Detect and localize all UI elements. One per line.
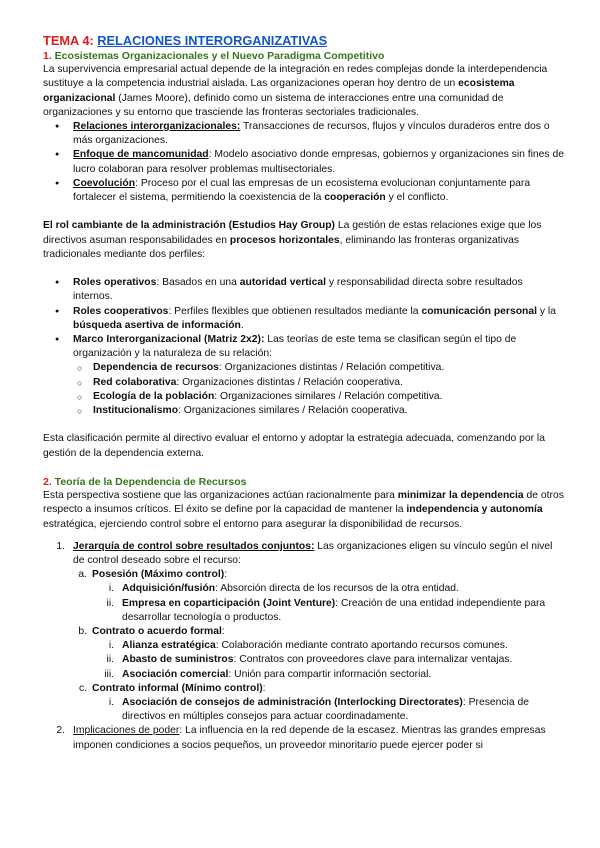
section-2-heading: 2. Teoría de la Dependencia de Recursos (43, 476, 247, 489)
list-item: ● Roles operativos: Basados en una autoridad vertical y responsabilidad directa sobre resultados internos. (43, 276, 565, 304)
roles-list (43, 276, 565, 418)
list-item: b. Contrato o acuerdo formal: (78, 626, 225, 638)
list-item: i. Adquisición/fusión: Absorción directa de los recursos de la otra entidad. (108, 583, 459, 595)
section-1-conclusion: Esta clasificación permite al directivo evaluar el entorno y adoptar la estrategia adecuada, comenzando por la gestión de la dependencia externa. (43, 433, 545, 459)
admin-role-paragraph: El rol cambiante de la administración (Estudios Hay Group) La gestión de estas relaciones exige que los directivos asuman responsabilidades en procesos horizontales, eliminando las fronteras organizativas tradicionales mediante dos perfiles: (43, 220, 542, 260)
document-title (43, 32, 565, 49)
list-item: a. Posesión (Máximo control): (78, 569, 228, 581)
list-item: 1. Jerarquía de control sobre resultados conjuntos: Las organizaciones eligen su vínculo según el nivel de control deseado sobre el recurso: (56, 540, 553, 567)
list-item: ii. Abasto de suministros: Contratos con proveedores clave para internalizar ventajas. (106, 654, 513, 666)
list-item: i. Alianza estratégica: Colaboración mediante contrato aportando recursos comunes. (108, 640, 508, 652)
section-2-intro: Esta perspectiva sostiene que las organizaciones actúan racionalmente para minimizar la dependencia de otros respecto a insumos críticos. El éxito se define por la capacidad de mantener la independencia y autonomía estratégica, ejerciendo control sobre el entorno para asegurar la disponibilidad de recursos. (43, 490, 564, 530)
control-hierarchy-list (43, 540, 565, 753)
list-item: ○ Institucionalismo: Organizaciones similares / Relación cooperativa. (43, 404, 565, 418)
section-1-intro: La supervivencia empresarial actual depende de la integración en redes complejas donde la interdependencia sustituye a la competencia industrial aislada. Las organizaciones operan hoy dentro de un ecosistema organizacional (James Moore), definido como un sistema de interacciones entre una comunidad de organizaciones y su entorno que trasciende las fronteras sectoriales tradicionales. (43, 64, 548, 118)
list-item: ○ Dependencia de recursos: Organizaciones distintas / Relación competitiva. (43, 361, 565, 375)
list-item: ● Enfoque de mancomunidad: Modelo asociativo donde empresas, gobiernos y organizaciones sin fines de lucro colaboran para resolver problemas multisectoriales. (43, 148, 565, 176)
list-item: iii. Asociación comercial: Unión para compartir información sectorial. (104, 668, 432, 680)
section-1-definitions-list (43, 120, 565, 205)
list-item: 2. Implicaciones de poder: La influencia en la red depende de la escasez. Mientras las grandes empresas imponen condiciones a socios pequeños, un proveedor minoritario puede ejercer poder si (56, 725, 546, 751)
title-prefix: TEMA 4: (43, 33, 98, 48)
list-item: ● Marco Interorganizacional (Matriz 2x2): Las teorías de este tema se clasifican según el tipo de organización y la naturaleza de su relación: ○ Dependencia de recursos: Organizaciones distintas / Relación competitiva. ○ Red colaborativa: Organizaciones distintas / Relación cooperativa. ○ Ecología de la población: Organizaciones similares / Relación competitiva. ○ Institucionalismo: Organizaciones similares / Relación cooperativa. (43, 333, 565, 418)
list-item: ● Relaciones interorganizacionales: Transacciones de recursos, flujos y vínculos duraderos entre dos o más organizaciones. (43, 120, 565, 148)
matrix-sublist (73, 361, 565, 418)
list-item: i. Asociación de consejos de administración (Interlocking Directorates): Presencia de directivos en múltiples consejos para actuar coordinadamente. (108, 697, 529, 723)
title-link[interactable]: RELACIONES INTERORGANIZATIVAS (97, 33, 328, 48)
section-1-heading: 1. Ecosistemas Organizacionales y el Nuevo Paradigma Competitivo (43, 50, 385, 62)
list-item: ● Roles cooperativos: Perfiles flexibles que obtienen resultados mediante la comunicación personal y la búsqueda asertiva de información. (43, 305, 565, 333)
document-page (43, 32, 565, 753)
list-item: ○ Red colaborativa: Organizaciones distintas / Relación cooperativa. (43, 376, 565, 390)
list-item: c. Contrato informal (Mínimo control): (78, 682, 266, 694)
list-item: ● Coevolución: Proceso por el cual las empresas de un ecosistema evolucionan conjuntamente para fortalecer el sistema, permitiendo la coexistencia de la cooperación y el conflicto. (43, 177, 565, 205)
list-item: ii. Empresa en coparticipación (Joint Venture): Creación de una entidad independiente para desarrollar tecnología o productos. (106, 597, 546, 623)
list-item: ○ Ecología de la población: Organizaciones similares / Relación competitiva. (43, 390, 565, 404)
